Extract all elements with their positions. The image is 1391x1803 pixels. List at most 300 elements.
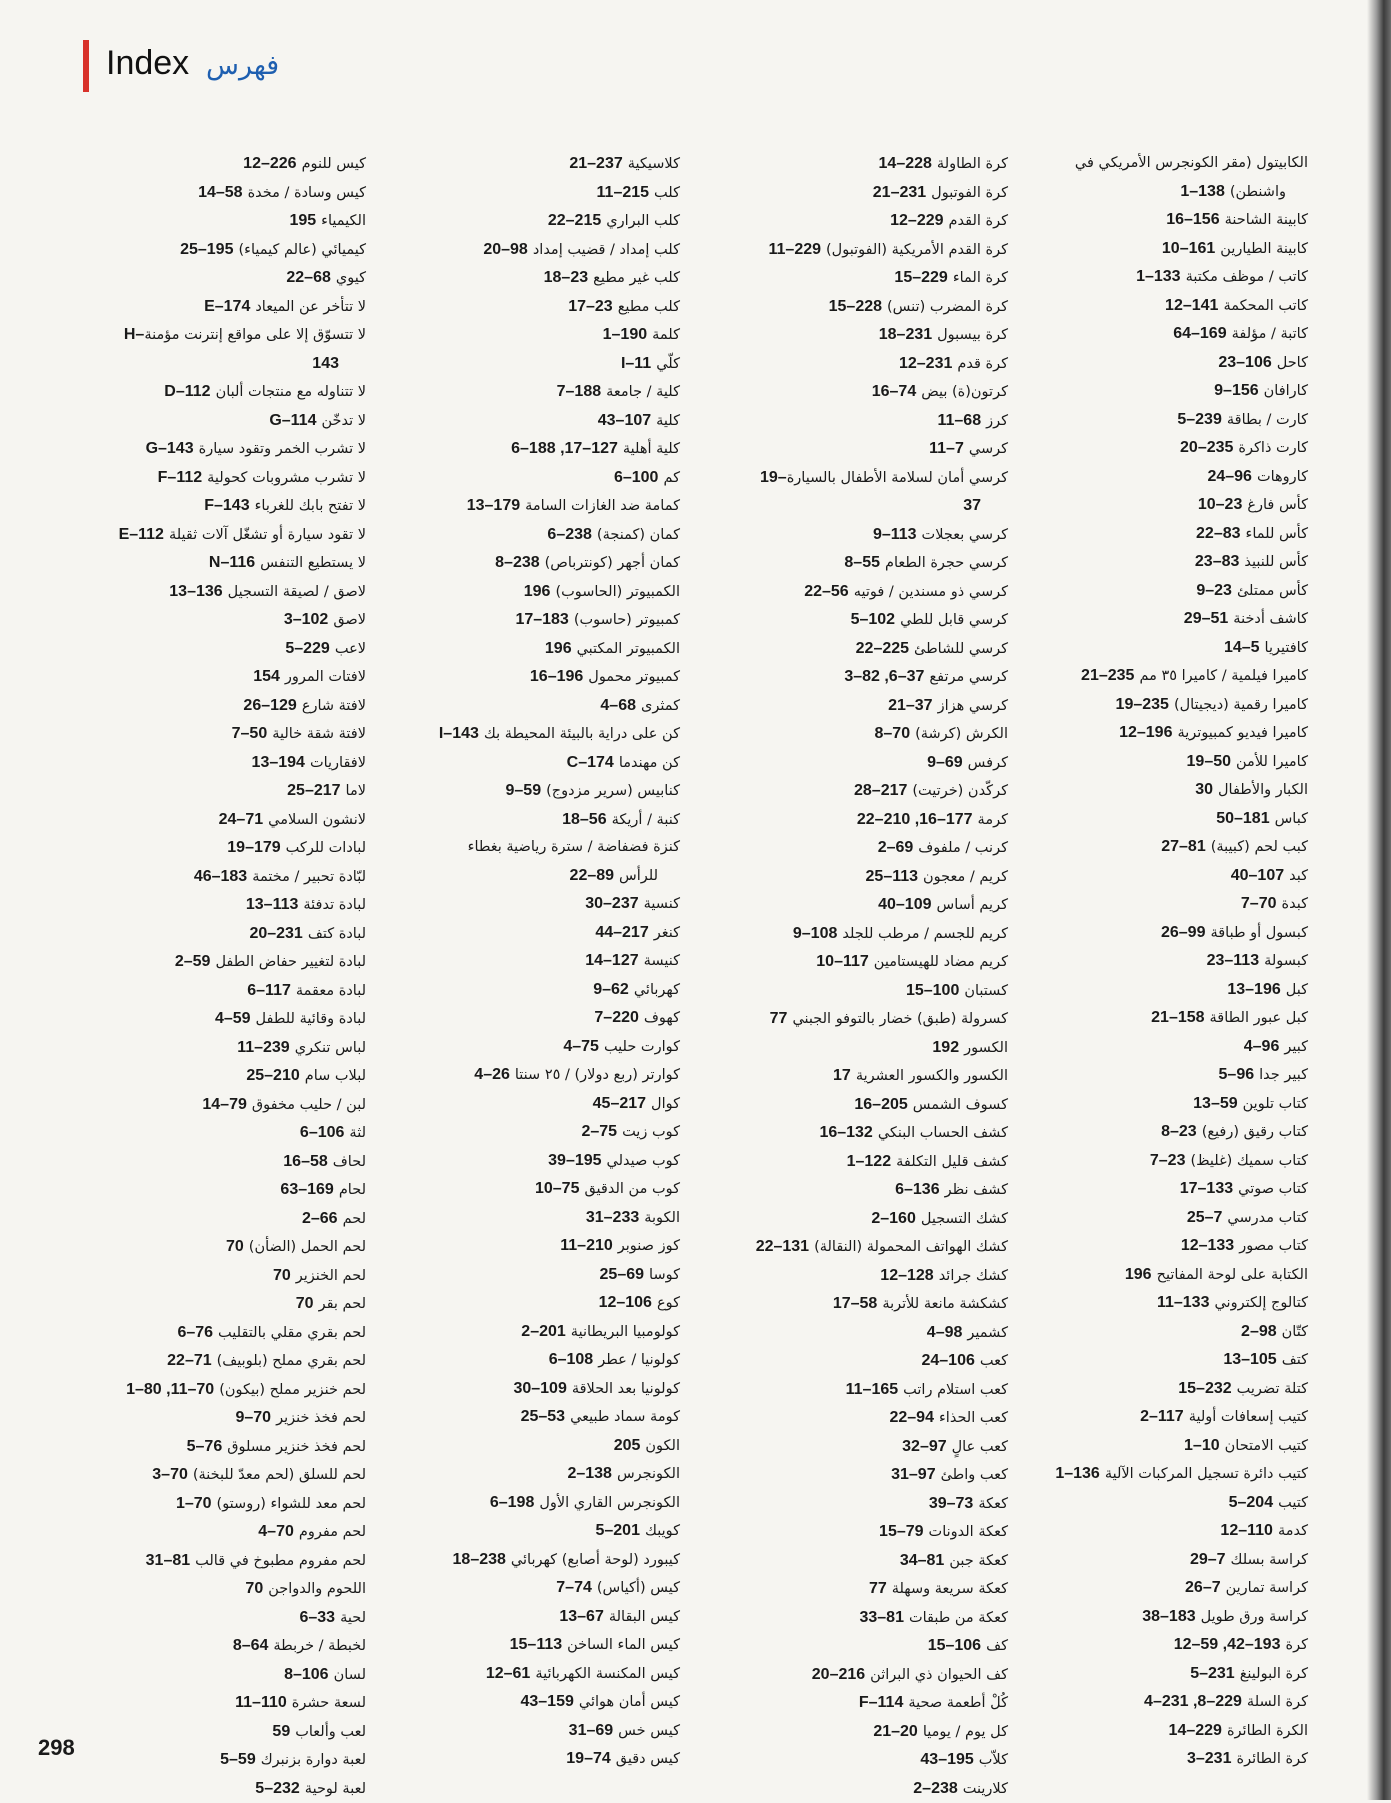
index-term: كتيب دائرة تسجيل المركبات الآلية xyxy=(1105,1466,1308,1482)
index-entry xyxy=(408,207,680,236)
index-term: كوارت حليب xyxy=(604,1039,680,1055)
index-page-reference: 44–217 xyxy=(595,924,648,941)
index-entry xyxy=(738,407,1008,436)
index-term: كمامة ضد الغازات السامة xyxy=(525,498,680,514)
index-page-reference: 12–196 xyxy=(1119,724,1172,741)
index-term: لعب وألعاب xyxy=(295,1724,366,1740)
index-entry xyxy=(1038,1603,1308,1632)
index-entry xyxy=(1038,1033,1308,1062)
index-page-reference: 5–239 xyxy=(1177,411,1222,428)
index-page-reference: 21–231 xyxy=(873,184,926,201)
index-entry xyxy=(408,1574,680,1603)
index-entry xyxy=(96,635,366,664)
index-term: لحم فخذ خنزير xyxy=(276,1410,366,1426)
index-page-reference: 13–196 xyxy=(1227,981,1280,998)
index-term: لانشون السلامي xyxy=(268,812,366,828)
index-entry xyxy=(1038,1489,1308,1518)
index-entry xyxy=(738,350,1008,379)
index-page-reference: 5–231 xyxy=(1190,1665,1235,1682)
index-entry xyxy=(1038,976,1308,1005)
index-page-reference: 6–198 xyxy=(490,1494,535,1511)
index-entry xyxy=(408,236,680,265)
index-term: الكرة الطائرة xyxy=(1227,1723,1308,1739)
index-term: كلارينت xyxy=(963,1781,1008,1797)
index-page-reference: 19–74 xyxy=(566,1750,611,1767)
index-entry xyxy=(738,806,1008,835)
index-term: كشك التسجيل xyxy=(921,1211,1008,1227)
index-entry xyxy=(738,1746,1008,1775)
index-term: كرمة xyxy=(978,812,1008,828)
index-entry xyxy=(408,435,680,464)
index-page-reference: 30–109 xyxy=(513,1380,566,1397)
index-term: كارت ذاكرة xyxy=(1238,440,1308,456)
index-page-reference: 25–210 xyxy=(246,1067,299,1084)
index-page-reference: 4–26 xyxy=(474,1066,510,1083)
index-entry xyxy=(96,920,366,949)
index-entry xyxy=(1038,1232,1308,1261)
index-term: الكتابة على لوحة المفاتيح xyxy=(1157,1267,1308,1283)
index-page-reference: 16–74 xyxy=(872,383,917,400)
index-page-reference: 31–69 xyxy=(569,1722,614,1739)
index-term: كرة البولينغ xyxy=(1240,1666,1308,1682)
index-entry xyxy=(1038,1204,1308,1233)
index-term: كمثرى xyxy=(641,698,680,714)
index-page-reference: 16–132 xyxy=(819,1124,872,1141)
index-entry xyxy=(738,207,1008,236)
index-entry xyxy=(408,806,680,835)
index-term: لحم مفروم xyxy=(299,1524,366,1540)
index-entry xyxy=(96,179,366,208)
index-page-reference: 13–179 xyxy=(467,497,520,514)
index-page-reference: 34–81 xyxy=(900,1552,945,1569)
index-term: كتلة تضريب xyxy=(1237,1381,1308,1397)
index-term: كتيب الامتحان xyxy=(1225,1438,1308,1454)
index-term: كومة سماد طبيعي xyxy=(570,1409,680,1425)
index-entry xyxy=(1038,150,1308,206)
index-term: الكونجرس xyxy=(617,1466,680,1482)
index-term: كرسي هزاز xyxy=(938,698,1008,714)
index-page-reference: 22–71 xyxy=(167,1352,212,1369)
index-term: كتاب رقيق (رفيع) xyxy=(1202,1124,1308,1140)
index-page-reference: 29–7 xyxy=(1190,1551,1226,1568)
index-page-reference: 1–122 xyxy=(847,1153,892,1170)
index-entry xyxy=(408,321,680,350)
index-term: كنسية xyxy=(644,896,680,912)
index-page-reference: E–174 xyxy=(204,298,250,315)
index-entry xyxy=(96,293,366,322)
index-term: لا تشرب مشروبات كحولية xyxy=(207,470,366,486)
index-entry xyxy=(738,435,1008,464)
index-page-reference: 6–100 xyxy=(614,469,659,486)
index-page-reference: 15–106 xyxy=(928,1637,981,1654)
index-page-reference: 40–107 xyxy=(1231,867,1284,884)
index-entry xyxy=(96,1775,366,1803)
index-term: كنغر xyxy=(654,925,680,941)
index-entry xyxy=(1038,406,1308,435)
index-term: كولونيا / عطر xyxy=(598,1352,680,1368)
index-entry xyxy=(738,179,1008,208)
index-term: كتالوج إلكتروني xyxy=(1214,1295,1308,1311)
index-page-reference: 18–23 xyxy=(544,269,589,286)
index-term: الكمبيوتر المكتبي xyxy=(577,641,680,657)
index-term: كبير جدا xyxy=(1259,1067,1308,1083)
index-page-reference: 14–5 xyxy=(1224,639,1260,656)
index-entry xyxy=(408,1375,680,1404)
index-term: كيس وسادة / مخدة xyxy=(248,185,366,201)
index-term: كشك الهواتف المحمولة (النقالة) xyxy=(814,1239,1008,1255)
index-page-reference: 9–108 xyxy=(793,925,838,942)
index-entry xyxy=(408,549,680,578)
index-entry xyxy=(96,777,366,806)
index-term: لعبة دوارة بزنبرك xyxy=(261,1752,366,1768)
index-page-reference: 6–106 xyxy=(300,1124,345,1141)
index-term: كاتب / موظف مكتبة xyxy=(1186,269,1308,285)
index-entry xyxy=(1038,634,1308,663)
index-entry xyxy=(738,521,1008,550)
index-page-reference: 22–68 xyxy=(286,269,331,286)
index-term: كشمير xyxy=(967,1325,1008,1341)
index-entry xyxy=(96,1518,366,1547)
index-entry xyxy=(1038,1574,1308,1603)
index-page-reference: 15–228 xyxy=(829,298,882,315)
index-page-reference: 18–238 xyxy=(453,1551,506,1568)
index-term: كلاسيكية xyxy=(628,156,680,172)
index-entry xyxy=(1038,206,1308,235)
index-entry xyxy=(738,578,1008,607)
index-page-reference: 8–64 xyxy=(233,1637,269,1654)
index-page-reference: 1–133 xyxy=(1136,268,1181,285)
index-page-reference: 4–68 xyxy=(600,697,636,714)
index-entry xyxy=(738,863,1008,892)
index-term: لافتة شقة خالية xyxy=(272,726,366,742)
index-page-reference: 6–76 xyxy=(177,1324,213,1341)
index-page-reference: 17–133 xyxy=(1180,1180,1233,1197)
index-page-reference: 9–59 xyxy=(506,782,542,799)
index-entry xyxy=(738,920,1008,949)
index-entry xyxy=(96,1490,366,1519)
index-entry xyxy=(96,663,366,692)
index-term: كتيب xyxy=(1278,1495,1308,1511)
index-page-reference: 3–102 xyxy=(284,611,329,628)
index-page-reference: 31–97 xyxy=(891,1466,936,1483)
index-page-reference: 2–160 xyxy=(871,1210,916,1227)
index-page-reference: 11–229 xyxy=(769,241,822,258)
index-term: كلب إمداد / قضيب إمداد xyxy=(533,242,680,258)
index-entry xyxy=(738,1319,1008,1348)
index-entry xyxy=(96,1262,366,1291)
index-term: كن على دراية بالبيئة المحيطة بك xyxy=(484,726,680,742)
index-term: كتاب صوتي xyxy=(1238,1181,1308,1197)
index-entry xyxy=(738,236,1008,265)
index-term: كتاب مدرسي xyxy=(1227,1210,1308,1226)
index-page-reference: 7–23 xyxy=(1150,1152,1186,1169)
index-entry xyxy=(408,179,680,208)
index-term: كتاب تلوين xyxy=(1243,1096,1308,1112)
index-page-reference: 32–97 xyxy=(902,1438,947,1455)
index-term: كيبورد (لوحة أصابع) كهربائي xyxy=(511,1552,680,1568)
index-term: كعب xyxy=(980,1353,1008,1369)
index-entry xyxy=(408,350,680,379)
index-term: كاتبة / مؤلفة xyxy=(1232,326,1308,342)
index-page-reference: 40–109 xyxy=(878,896,931,913)
index-term: لافتات المرور xyxy=(285,669,366,685)
index-page-reference: 13–59 xyxy=(1193,1095,1238,1112)
index-entry xyxy=(408,1688,680,1717)
index-page-reference: 26–99 xyxy=(1161,924,1206,941)
index-entry xyxy=(408,293,680,322)
index-page-reference: 22–210 ,16–177 xyxy=(857,811,973,828)
index-page-reference: 14–58 xyxy=(198,184,243,201)
index-entry xyxy=(1038,1460,1308,1489)
index-page-reference: 70 xyxy=(245,1580,263,1597)
index-entry xyxy=(738,1233,1008,1262)
index-entry xyxy=(96,1689,366,1718)
index-term: لبادة كتف xyxy=(308,926,366,942)
index-term: كوب من الدقيق xyxy=(584,1181,680,1197)
index-term: كيس للنوم xyxy=(302,156,366,172)
index-term: كويبك xyxy=(645,1523,680,1539)
index-term: كرسي قابل للطي xyxy=(900,612,1008,628)
index-entry xyxy=(96,1290,366,1319)
index-entry xyxy=(1038,1688,1308,1717)
index-term: لاما xyxy=(346,783,366,799)
index-term: كبل xyxy=(1286,982,1308,998)
index-page-reference: 4–96 xyxy=(1244,1038,1280,1055)
index-page-reference: 195 xyxy=(289,212,316,229)
index-page-reference: 12–229 xyxy=(890,212,943,229)
index-page-reference: 26–129 xyxy=(243,697,296,714)
index-term: الكبار والأطفال xyxy=(1218,782,1308,798)
index-page-reference: 28–217 xyxy=(854,782,907,799)
index-term: كرسي بعجلات xyxy=(922,527,1008,543)
index-page-reference: 70 xyxy=(226,1238,244,1255)
index-term: كابينة الشاحنة xyxy=(1225,212,1308,228)
index-term: كبسولة xyxy=(1264,953,1308,969)
index-page-reference: 6–108 xyxy=(549,1351,594,1368)
index-page-reference: 50–181 xyxy=(1216,810,1269,827)
index-term: كاميرا فيلمية / كاميرا ٣٥ مم xyxy=(1139,668,1308,684)
index-term: كريم للجسم / مرطب للجلد xyxy=(842,926,1008,942)
index-term: كلب البراري xyxy=(606,213,680,229)
index-term: كرنب / ملفوف xyxy=(918,840,1008,856)
index-page-reference: 4–59 xyxy=(215,1010,251,1027)
index-page-reference: 4–98 xyxy=(927,1324,963,1341)
index-term: كتف xyxy=(1282,1352,1308,1368)
index-entry xyxy=(1038,548,1308,577)
index-page-reference: D–112 xyxy=(164,383,210,400)
index-page-reference: G–114 xyxy=(269,412,316,429)
index-term: كابينة الطيارين xyxy=(1220,241,1308,257)
index-term: كرة المضرب (تنس) xyxy=(887,299,1008,315)
index-term: كاحل xyxy=(1277,355,1308,371)
index-entry xyxy=(408,1289,680,1318)
index-term: كسوف الشمس xyxy=(913,1097,1008,1113)
index-entry xyxy=(408,919,680,948)
index-entry xyxy=(738,977,1008,1006)
index-term: الكوبة xyxy=(644,1210,680,1226)
index-page-reference: 1–70 xyxy=(176,1495,212,1512)
index-page-reference: 33–81 xyxy=(859,1609,904,1626)
index-page-reference: 18–56 xyxy=(562,811,607,828)
index-term: كأس فارغ xyxy=(1247,497,1308,513)
index-page-reference: 11–165 xyxy=(846,1381,899,1398)
index-entry xyxy=(408,635,680,664)
index-entry xyxy=(738,1148,1008,1177)
index-entry xyxy=(1038,1061,1308,1090)
index-page-reference: 19–179 xyxy=(227,839,280,856)
index-entry xyxy=(738,720,1008,749)
index-page-reference: 63–169 xyxy=(280,1181,333,1198)
page-title: Index xyxy=(106,44,189,83)
index-term: لحم بقري مملح (بلوبيف) xyxy=(217,1353,366,1369)
index-term: كلية xyxy=(656,413,680,429)
index-entry xyxy=(408,1717,680,1746)
index-entry xyxy=(1038,349,1308,378)
index-page-reference: 9–69 xyxy=(927,754,963,771)
index-entry xyxy=(738,293,1008,322)
index-page-reference: 196 xyxy=(545,640,572,657)
index-entry xyxy=(1038,862,1308,891)
index-column-3 xyxy=(408,150,680,1774)
index-term: كافتيريا xyxy=(1265,640,1308,656)
index-page-reference: 22–131 xyxy=(756,1238,809,1255)
index-term: كراسة ورق طويل xyxy=(1201,1609,1308,1625)
index-term: كستبان xyxy=(964,983,1008,999)
index-entry xyxy=(408,1061,680,1090)
index-page-reference: 192 xyxy=(932,1039,959,1056)
index-page-reference: 31–233 xyxy=(586,1209,639,1226)
index-term: لاصق xyxy=(333,612,366,628)
index-entry xyxy=(408,1745,680,1774)
index-entry xyxy=(1038,833,1308,862)
index-entry xyxy=(738,150,1008,179)
index-page-reference: 6–188 ,17–127 xyxy=(511,440,618,457)
index-page-reference: 19–235 xyxy=(1116,696,1169,713)
index-page-reference: 13–136 xyxy=(169,583,222,600)
index-entry xyxy=(738,1262,1008,1291)
index-term: لعبة لوحية xyxy=(305,1781,366,1797)
index-page-reference: 27–81 xyxy=(1161,838,1206,855)
index-term: الكسور والكسور العشرية xyxy=(856,1068,1008,1084)
index-term: لسعة حشرة xyxy=(292,1695,366,1711)
index-entry xyxy=(96,891,366,920)
index-page-reference: 14–229 xyxy=(1169,1722,1222,1739)
index-entry xyxy=(738,1518,1008,1547)
index-entry xyxy=(738,1661,1008,1690)
index-page-reference: 11–110 xyxy=(235,1694,287,1711)
index-term: كبير xyxy=(1284,1039,1308,1055)
index-entry xyxy=(96,1661,366,1690)
index-term: كرفس xyxy=(968,755,1008,771)
index-term: كرسي مرتفع xyxy=(929,669,1008,685)
index-page-reference: 2–59 xyxy=(175,953,211,970)
index-term: كتيب إسعافات أولية xyxy=(1189,1409,1308,1425)
index-term: كمان أجهر (كونترباص) xyxy=(545,555,680,571)
index-term: كاروهات xyxy=(1257,469,1308,485)
index-term: لحم خنزير مملح (بيكون) xyxy=(219,1382,366,1398)
index-term: كشف نظر xyxy=(945,1182,1008,1198)
index-term: لبادة وقائية للطفل xyxy=(256,1011,366,1027)
index-page-reference: 14–228 xyxy=(879,155,932,172)
index-entry xyxy=(738,1091,1008,1120)
index-term: كارت / بطاقة xyxy=(1227,412,1308,428)
index-page-reference: 12–231 xyxy=(899,355,952,372)
index-term: كرسي للشاطئ xyxy=(914,641,1008,657)
index-term: لاعب xyxy=(335,641,366,657)
index-page-reference: 5–229 xyxy=(285,640,330,657)
index-term: كيس (أكياس) xyxy=(597,1580,680,1596)
index-page-reference: 12–59 ,42–193 xyxy=(1174,1636,1281,1653)
index-page-reference: 4–75 xyxy=(563,1038,599,1055)
index-entry xyxy=(1038,1375,1308,1404)
index-page-reference: 64–169 xyxy=(1173,325,1226,342)
index-page-reference: 17–58 xyxy=(833,1295,878,1312)
index-entry xyxy=(96,1005,366,1034)
index-page-reference: 22–215 xyxy=(548,212,601,229)
index-term: كيس البقالة xyxy=(609,1609,680,1625)
index-entry xyxy=(1038,1517,1308,1546)
index-entry xyxy=(1038,434,1308,463)
index-entry xyxy=(408,1175,680,1204)
index-entry xyxy=(408,663,680,692)
index-entry xyxy=(96,720,366,749)
index-entry xyxy=(96,606,366,635)
index-term: كف xyxy=(986,1638,1008,1654)
index-term: لحام xyxy=(339,1182,366,1198)
index-term: كراسة تمارين xyxy=(1226,1580,1308,1596)
index-term: كشف قليل التكلفة xyxy=(896,1154,1008,1170)
index-term: كشكشة مانعة للأتربة xyxy=(882,1296,1008,1312)
index-term: كلمة xyxy=(652,327,680,343)
index-page-reference: 21–237 xyxy=(569,155,622,172)
index-entry xyxy=(408,1346,680,1375)
index-entry xyxy=(96,378,366,407)
index-entry xyxy=(96,1376,366,1405)
index-page-reference: 5–96 xyxy=(1219,1066,1255,1083)
index-entry xyxy=(738,834,1008,863)
index-page-reference: 15–113 xyxy=(510,1636,563,1653)
index-page-reference: 23–106 xyxy=(1218,354,1271,371)
index-term: لحم معد للشواء (روستو) xyxy=(217,1496,366,1512)
index-entry xyxy=(1038,235,1308,264)
index-entry xyxy=(1038,463,1308,492)
index-entry xyxy=(1038,890,1308,919)
index-page-reference: 20–231 xyxy=(249,925,302,942)
index-term: كتاب مصور xyxy=(1239,1238,1308,1254)
index-entry xyxy=(96,435,366,464)
index-page-reference: 25–113 xyxy=(866,868,919,885)
index-page-reference: 5–201 xyxy=(595,1522,640,1539)
index-term: كُلْ أطعمة صحية xyxy=(908,1695,1008,1711)
index-page-reference: 13–194 xyxy=(252,754,305,771)
index-entry xyxy=(1038,520,1308,549)
index-term: لحم بقري مقلي بالتقليب xyxy=(218,1325,366,1341)
index-page-reference: 17–183 xyxy=(515,611,568,628)
index-term: كريم أساس xyxy=(937,897,1009,913)
index-term: لا تشرب الخمر وتقود سيارة xyxy=(199,441,366,457)
index-page-reference: 9–62 xyxy=(593,981,629,998)
index-entry xyxy=(738,635,1008,664)
index-entry xyxy=(408,1147,680,1176)
index-entry xyxy=(738,321,1008,350)
index-entry xyxy=(1038,320,1308,349)
index-entry xyxy=(96,1233,366,1262)
index-page-reference: 6–117 xyxy=(247,982,291,999)
index-entry xyxy=(738,1632,1008,1661)
index-entry xyxy=(408,1004,680,1033)
index-page-reference: 30–237 xyxy=(585,895,638,912)
index-page-reference: 20–98 xyxy=(483,241,528,258)
